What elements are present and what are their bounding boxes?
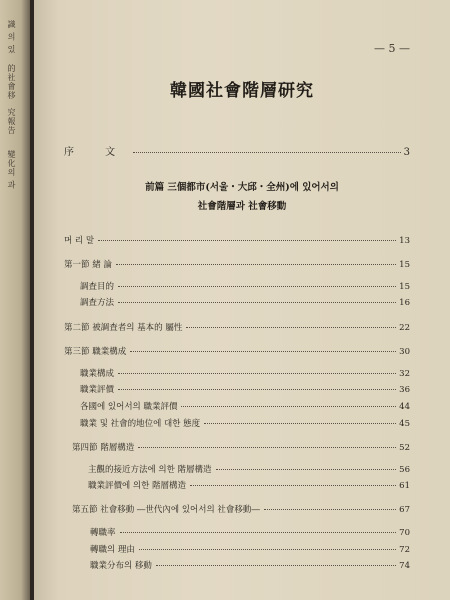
leader-dots xyxy=(139,549,396,550)
part-heading-line1: 前篇 三個都市(서울・大邱・全州)에 있어서의 xyxy=(145,182,339,193)
toc-page: 70 xyxy=(399,528,410,538)
part-heading-line2: 社會階層과 社會移動 xyxy=(197,201,287,212)
toc-label: 轉職의 理由 xyxy=(90,545,135,555)
toc-label: 調査目的 xyxy=(80,282,115,292)
toc-label: 主觀的接近方法에 의한 階層構造 xyxy=(88,465,212,475)
toc-page: 52 xyxy=(399,443,410,453)
leader-dots xyxy=(118,373,396,374)
toc-page: 22 xyxy=(399,323,410,333)
adjacent-page-edge xyxy=(0,0,30,600)
book-page xyxy=(34,0,450,600)
toc-entry xyxy=(80,383,410,395)
toc-entry xyxy=(80,367,410,379)
toc-entry xyxy=(64,258,410,270)
toc-page: 36 xyxy=(399,385,410,395)
toc-page: 30 xyxy=(399,347,410,357)
toc-entry xyxy=(80,417,410,429)
toc-page: 56 xyxy=(399,465,410,475)
page-number: — 5 — xyxy=(374,42,410,55)
toc-page: 72 xyxy=(399,545,410,555)
toc-entry xyxy=(64,234,410,246)
toc-page: 61 xyxy=(399,481,410,491)
leader-dots xyxy=(116,264,396,265)
leader-dots xyxy=(118,389,396,390)
toc-label: 職業 및 社會的地位에 대한 態度 xyxy=(80,419,201,429)
toc-page: 16 xyxy=(399,298,410,308)
toc-label: 職業構成 xyxy=(80,369,115,379)
leader-dots xyxy=(138,447,396,448)
leader-dots xyxy=(186,327,396,328)
toc-entry xyxy=(64,321,410,333)
toc-label: 職業評價에 의한 階層構造 xyxy=(88,481,187,491)
toc-entry xyxy=(88,463,410,475)
toc-label: 轉職率 xyxy=(90,528,116,538)
toc-label: 序 文 xyxy=(64,147,130,158)
leader-dots xyxy=(118,302,396,303)
toc-entry xyxy=(72,503,410,515)
toc-entry xyxy=(90,559,410,571)
toc-page: 15 xyxy=(399,260,410,270)
leader-dots xyxy=(156,565,396,566)
adjacent-page-text: 的社會移 xyxy=(7,64,16,100)
leader-dots xyxy=(120,532,397,533)
toc-page: 13 xyxy=(399,236,410,246)
toc-label: 職業分布의 移動 xyxy=(90,561,152,571)
toc-entry xyxy=(88,479,410,491)
toc-entry xyxy=(64,345,410,357)
toc-entry xyxy=(90,526,410,538)
leader-dots xyxy=(118,286,396,287)
toc-page: 44 xyxy=(399,402,410,412)
toc-page: 45 xyxy=(399,419,410,429)
toc-entry xyxy=(72,441,410,453)
toc-entry xyxy=(80,280,410,292)
toc-entry xyxy=(80,400,410,412)
toc-label: 調査方法 xyxy=(80,298,115,308)
book-title: 韓國社會階層研究 xyxy=(170,81,314,101)
toc-label: 第一節 緒 論 xyxy=(64,260,112,270)
toc-preface xyxy=(64,143,410,158)
toc-label: 第四節 階層構造 xyxy=(72,443,135,453)
toc-label: 第三節 職業構成 xyxy=(64,347,127,357)
leader-dots xyxy=(216,469,397,470)
leader-dots xyxy=(190,485,396,486)
toc-label: 第二節 被調査者의 基本的 屬性 xyxy=(64,323,183,333)
toc-label: 第五節 社會移動 ―世代內에 있어서의 社會移動― xyxy=(72,505,260,515)
leader-dots xyxy=(98,240,396,241)
toc-label: 머 리 말 xyxy=(64,236,95,246)
toc-page: 32 xyxy=(399,369,410,379)
toc-page: 3 xyxy=(403,147,410,158)
toc-entry xyxy=(90,543,410,555)
leader-dots xyxy=(133,152,400,153)
leader-dots xyxy=(264,509,396,510)
adjacent-page-text: 識 의 있 xyxy=(7,20,16,55)
leader-dots xyxy=(130,351,396,352)
toc-page: 15 xyxy=(399,282,410,292)
leader-dots xyxy=(204,423,396,424)
toc-page: 67 xyxy=(399,505,410,515)
adjacent-page-text: 究報告 xyxy=(7,108,16,135)
toc-label: 職業評價 xyxy=(80,385,115,395)
adjacent-page-text: 變化의 과 xyxy=(7,150,16,190)
toc-entry xyxy=(80,296,410,308)
toc-page: 74 xyxy=(399,561,410,571)
leader-dots xyxy=(181,406,396,407)
toc-label: 各國에 있어서의 職業評價 xyxy=(80,402,178,412)
